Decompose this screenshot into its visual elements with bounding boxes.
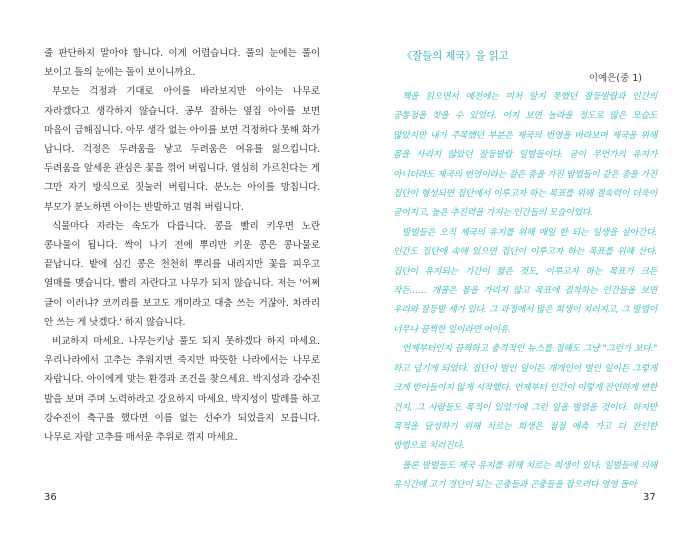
paragraph: 줄 판단하지 말아야 합니다. 이게 어렵습니다. 풀의 눈에는 풀이 보이고 돌의 눈에는 돌이 보이니까요. [44,48,320,79]
paragraph: 비교하지 마세요. 나무는키낭 풀도 되지 못하겠다 하지 마세요. 우리나라에서 고추는 추워지면 죽지만 따뜻한 나라에서는 나무로 자랍니다. 아이에게 맞는 환경과 조건을 찾으세요. 박지성과 강수진 발을 보며 주며 노력하라고 강요하지 마세요. 박지성이 발레를 하고 강수진이 축구를 했다면 이름 없는 선수가 되었을지 모릅니다. 나무로 자랄 고추를 매서운 추위로 꺾지 마세요. [44,336,320,444]
essay-title: 《잘들의 제국》을 읽고 [402,50,509,62]
paragraph: 부모는 걱정과 기대로 아이를 바라보지만 아이는 나무로 자라겠다고 생각하지 않습니다. 공부 잘하는 옆집 아이를 보면 마음이 급해집니다. 아무 생각 없는 아이를 보면 걱정하다 못해 화가 납니다. 걱정은 두려움을 낳고 두려움은 여유를 잃으킵니다. 두려움을 앞세운 관심은 꽃을 꺾어 버립니다. 열심히 가르친다는 게 그만 자기 방식으로 짓눌러 버립니다. 분노는 아이를 망칩니다. 부모가 분노하면 아이는 반발하고 멈춰 버립니다. [44,86,320,213]
handwritten-paragraph: 발벌들은 오직 제국의 유지를 위해 매일 한 되는 일생을 살아간다. 인간도 집단에 속해 있으면 집단이 이루고자 하는 목표를 위해 산다. 집단이 유지되는 기간이 짧은 것도, 이루고자 하는 목표가 크든 작든…… 개골은 몸을 가리지 않고 목표에 집착하는 인간들을 보면 우리와 잘등발 세가 있다. 그 과정에서 많은 희생이 치러지고, 그 발법이 너무나 끔찍한 일이라면 어이유. [393,227,657,335]
essay-author: 이예은(중 1) [588,73,642,84]
handwritten-paragraph: 물론 발벌들도 제국 유지를 위해 치르는 희생이 있다. 일벌들에 의해 유식간에 고기 경단이 되는 곤충들과 곤충들을 잡으려다 영영 돌아 [393,460,657,491]
right-page-body [393,88,657,496]
page-number-right: 37 [643,492,656,503]
left-page-body [44,44,320,447]
page-number-left: 36 [44,492,57,503]
handwritten-paragraph: 언제부터인지 끔찍하고 충격적인 뉴스를 접해도 그냥 "그런가 보다." 하고 넘기게 되었다. 집단이 벌인 일이든 개개인이 벌인 일이든 그렇게 크게 받아들이지 않게 시작했다. 언제부터 인간이 이렇게 잔인하게 변한 건지, 그 사람들도 목적이 있었기에 그런 일을 벌였을 것이다. 하지만 목적을 달성하기 위해 치르는 희생은 점점 예측 가고 더 잔인한 방법으로 치러진다. [393,344,657,452]
paragraph: 식물마다 자라는 속도가 다릅니다. 콩을 빨리 키우면 노란 콩나물이 됩니다. 싹이 나기 전에 뿌리만 키운 콩은 콩나물로 끝납니다. 밭에 심긴 콩은 천천히 뿌리를 내리지만 꽃을 피우고 열매를 맺습니다. 빨리 자란다고 나무가 되지 않습니다. 저는 '어쩌 글이 이러냐? 코끼리를 보고도 개미라고 대충 쓰는 거잖아. 차라리 안 쓰는 게 낫겠다.' 하지 않습니다. [44,220,320,328]
handwritten-paragraph: 책을 읽으면서 예전에는 미처 알지 못했던 잘등발랍과 인간의 공통점을 찾을 수 있었다. 어지 보면 놀라울 정도로 많은 모습도 많았지만 내가 주목했던 부분은 제국의 번영을 바라보며 제국을 위해 몸을 사리지 않았던 잘등발랍 일벌들이다. 굳이 무언가의 유지가 아니더라도 제국의 번영이라는 같은 종을 가진 밤법들이 같은 종을 가진 집단이 형성되면 집단에서 이루고자 하는 목표를 위해 결속력이 더욱이 굳어지고, 높은 추진력을 가지는 인간들의 모습이었다. [393,92,657,219]
